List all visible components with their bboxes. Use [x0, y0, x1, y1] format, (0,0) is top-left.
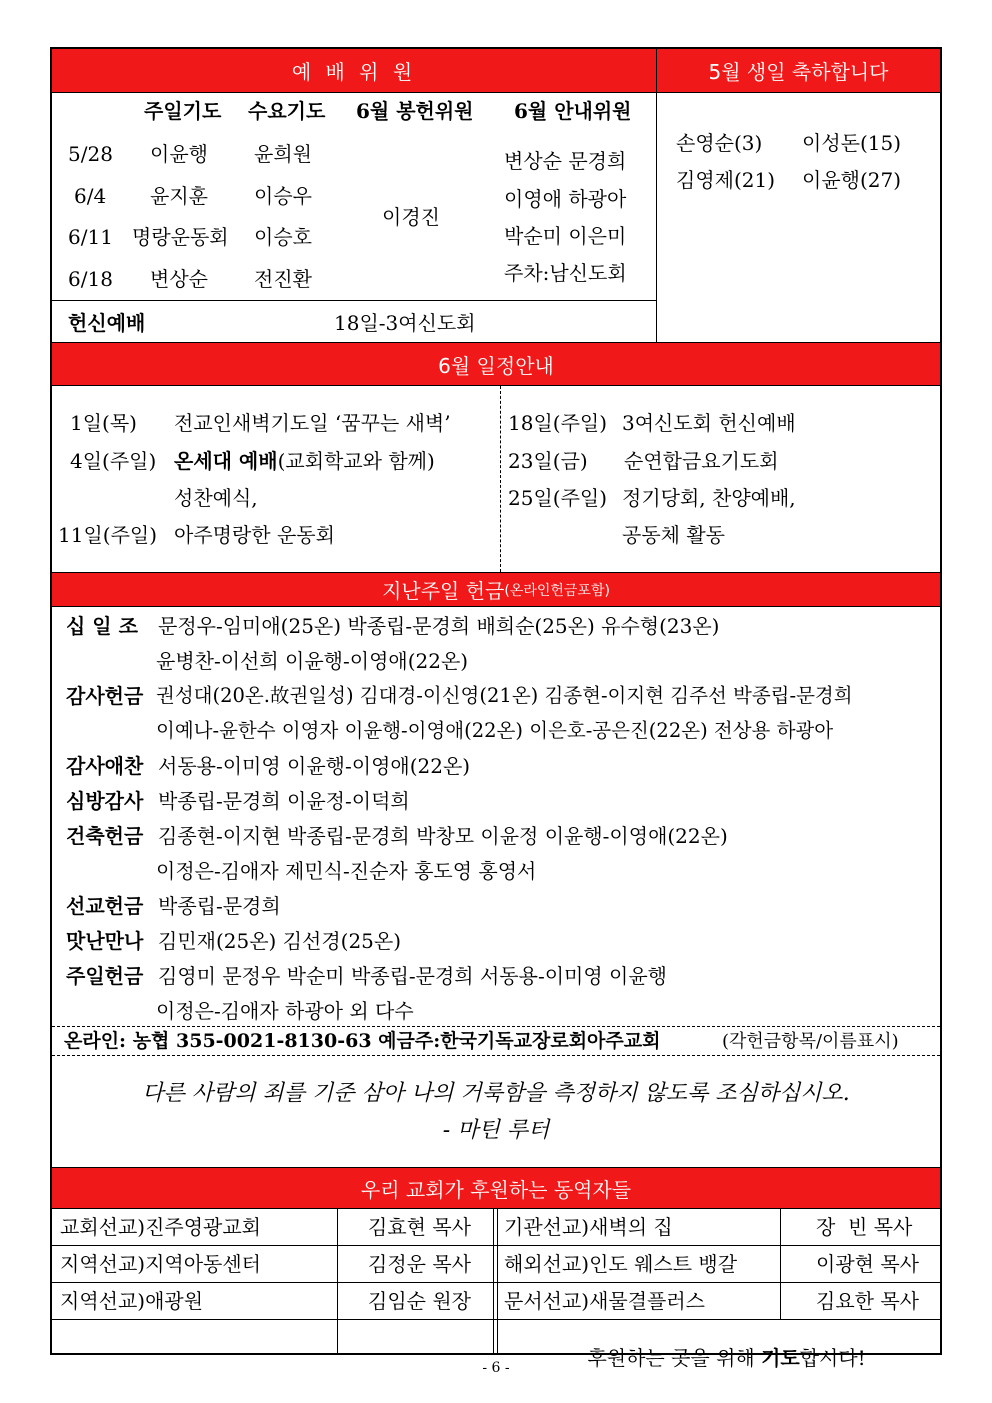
support-person: 이광현 목사 — [816, 1252, 919, 1276]
offering-names: 권성대(20온.故권일성) 김대경-이신영(21온) 김종현-이지현 김주선 박종립-문경희 — [156, 684, 853, 707]
offering-label-thanks: 감사헌금 — [66, 684, 144, 708]
quote-text: 다른 사람의 죄를 기준 삼아 나의 거룩함을 측정하지 않도록 조심하십시오. — [142, 1081, 850, 1106]
divider — [52, 300, 656, 301]
col-usher-committee: 6월 안내위원 — [514, 99, 632, 123]
offering-label-mission: 선교헌금 — [66, 894, 144, 918]
offering-names: 이예나-윤한수 이영자 이윤행-이영애(22온) 이은호-공은진(22온) 전상용 하광아 — [156, 719, 834, 742]
schedule-day: 23일(금) — [508, 449, 588, 473]
schedule-event: 정기당회, 찬양예배, — [622, 486, 796, 510]
support-col-divider — [497, 1208, 498, 1355]
schedule-event: 성찬예식, — [174, 486, 258, 510]
divider — [52, 385, 940, 386]
schedule-event: 3여신도회 헌신예배 — [622, 411, 796, 435]
offering-label-building: 건축헌금 — [66, 824, 144, 848]
row-date: 6/18 — [68, 267, 113, 291]
schedule-event-highlight: 온세대 예배 — [174, 449, 278, 473]
usher-line: 이영애 하광아 — [504, 187, 627, 211]
support-person: 김정운 목사 — [368, 1252, 471, 1276]
divider — [52, 606, 940, 607]
schedule-event: 전교인새벽기도일 ‘꿈꾸는 새벽’ — [174, 411, 451, 435]
support-org: 해외선교)인도 웨스트 뱅갈 — [504, 1252, 738, 1276]
divider — [52, 1208, 940, 1209]
schedule-day: 1일(목) — [70, 411, 137, 435]
schedule-event: 아주명랑한 운동회 — [174, 523, 335, 547]
offering-names: 김종현-이지현 박종립-문경희 박창모 이윤정 이윤행-이영애(22온) — [158, 824, 728, 848]
support-col-divider — [337, 1208, 338, 1355]
birthday-name: 이성돈(15) — [802, 131, 902, 155]
offering-label-thanks-meal: 감사애찬 — [66, 754, 144, 778]
schedule-day: 11일(주일) — [58, 523, 158, 547]
schedule-event: 공동체 활동 — [622, 523, 725, 547]
schedule-event-note: (교회학교와 함께) — [277, 449, 435, 473]
row-sunday-prayer: 변상순 — [150, 267, 208, 291]
birthday-name: 이윤행(27) — [802, 168, 902, 192]
schedule-day: 25일(주일) — [508, 486, 608, 510]
support-prayer-bold: 기도 — [761, 1346, 800, 1370]
row-date: 6/4 — [74, 184, 107, 208]
offering-names: 서동용-이미영 이윤행-이영애(22온) — [158, 754, 471, 778]
birthday-name: 김영제(21) — [676, 168, 776, 192]
online-divider — [52, 1055, 940, 1056]
support-org: 지역선교)애광원 — [60, 1289, 204, 1313]
offering-header — [52, 573, 940, 606]
row-sunday-prayer: 명랑운동회 — [132, 225, 229, 249]
usher-line: 주차:남신도회 — [504, 261, 627, 285]
offering-label-sunday: 주일헌금 — [66, 964, 144, 988]
divider — [52, 1282, 940, 1283]
online-note: (각헌금항목/이름표시) — [722, 1031, 899, 1052]
schedule-divider — [500, 386, 501, 572]
support-person: 김요한 목사 — [816, 1289, 919, 1313]
support-header: 우리 교회가 후원하는 동역자들 — [52, 1168, 940, 1208]
schedule-day: 4일(주일) — [70, 449, 157, 473]
offering-label-manna: 맛난만나 — [66, 929, 144, 953]
support-prayer-pre: 후원하는 곳을 위해 — [587, 1346, 762, 1370]
offering-label-visit: 심방감사 — [66, 789, 144, 813]
offering-header-note: (온라인헌금포함) — [504, 582, 610, 599]
support-prayer — [562, 1328, 866, 1388]
usher-line: 박순미 이은미 — [504, 224, 627, 248]
schedule-event: 순연합금요기도회 — [624, 449, 779, 473]
divider — [52, 1245, 940, 1246]
divider — [52, 92, 940, 93]
offering-names: 문정우-임미애(25온) 박종립-문경희 배희순(25온) 유수형(23온) — [158, 614, 720, 638]
birthday-name: 손영순(3) — [676, 131, 763, 155]
offering-names: 이정은-김애자 하광아 외 다수 — [156, 999, 414, 1023]
schedule-day: 18일(주일) — [508, 411, 608, 435]
support-person: 장 빈 목사 — [816, 1215, 913, 1239]
offering-names: 이정은-김애자 제민식-진순자 홍도영 홍영서 — [156, 859, 537, 883]
dedication-value: 18일-3여신도회 — [334, 311, 476, 335]
support-person: 김효현 목사 — [368, 1215, 471, 1239]
schedule-event — [174, 451, 435, 471]
dedication-label: 헌신예배 — [68, 311, 146, 335]
support-org: 지역선교)지역아동센터 — [60, 1252, 262, 1276]
usher-line: 변상순 문경희 — [504, 149, 627, 173]
support-org: 기관선교)새벽의 집 — [504, 1215, 673, 1239]
col-sunday-prayer: 주일기도 — [144, 99, 222, 123]
row-wednesday-prayer: 전진환 — [254, 267, 312, 291]
row-date: 6/11 — [68, 225, 113, 249]
offering-member: 이경진 — [382, 205, 440, 229]
offering-names: 김영미 문정우 박순미 박종립-문경희 서동용-이미영 이윤행 — [158, 964, 667, 988]
birthday-header: 5월 생일 축하합니다 — [657, 49, 940, 92]
support-org: 문서선교)새물결플러스 — [504, 1289, 706, 1313]
offering-names: 윤병찬-이선희 이윤행-이영애(22온) — [156, 649, 469, 673]
support-prayer-post: 합시다! — [799, 1346, 866, 1370]
quote-author: - 마틴 루터 — [442, 1118, 550, 1143]
support-person: 김임순 원장 — [368, 1289, 471, 1313]
row-wednesday-prayer: 이승호 — [254, 225, 312, 249]
divider — [52, 1319, 940, 1320]
col-wednesday-prayer: 수요기도 — [248, 99, 326, 123]
offering-names: 박종립-문경희 — [158, 894, 281, 918]
offering-header-title: 지난주일 헌금 — [382, 579, 505, 603]
bulletin-page-frame — [50, 47, 942, 1370]
schedule-header: 6월 일정안내 — [52, 343, 940, 385]
support-org: 교회선교)진주영광교회 — [60, 1215, 262, 1239]
row-sunday-prayer: 윤지훈 — [150, 184, 208, 208]
row-wednesday-prayer: 이승우 — [254, 184, 312, 208]
offering-label-tithe: 십 일 조 — [66, 614, 138, 638]
support-col-divider — [780, 1208, 781, 1319]
row-date: 5/28 — [68, 142, 113, 166]
online-divider — [52, 1026, 940, 1027]
online-account: 온라인: 농협 355-0021-8130-63 예금주:한국기독교장로회아주교회 — [64, 1030, 661, 1052]
page-number: - 6 - — [482, 1360, 510, 1376]
offering-names: 박종립-문경희 이윤정-이덕희 — [158, 789, 410, 813]
row-sunday-prayer: 이윤행 — [150, 142, 208, 166]
support-col-divider — [493, 1208, 494, 1355]
worship-header: 예 배 위 원 — [52, 49, 656, 92]
offering-names: 김민재(25온) 김선경(25온) — [158, 929, 402, 953]
col-offering-committee: 6월 봉헌위원 — [356, 99, 474, 123]
row-wednesday-prayer: 윤희원 — [254, 142, 312, 166]
